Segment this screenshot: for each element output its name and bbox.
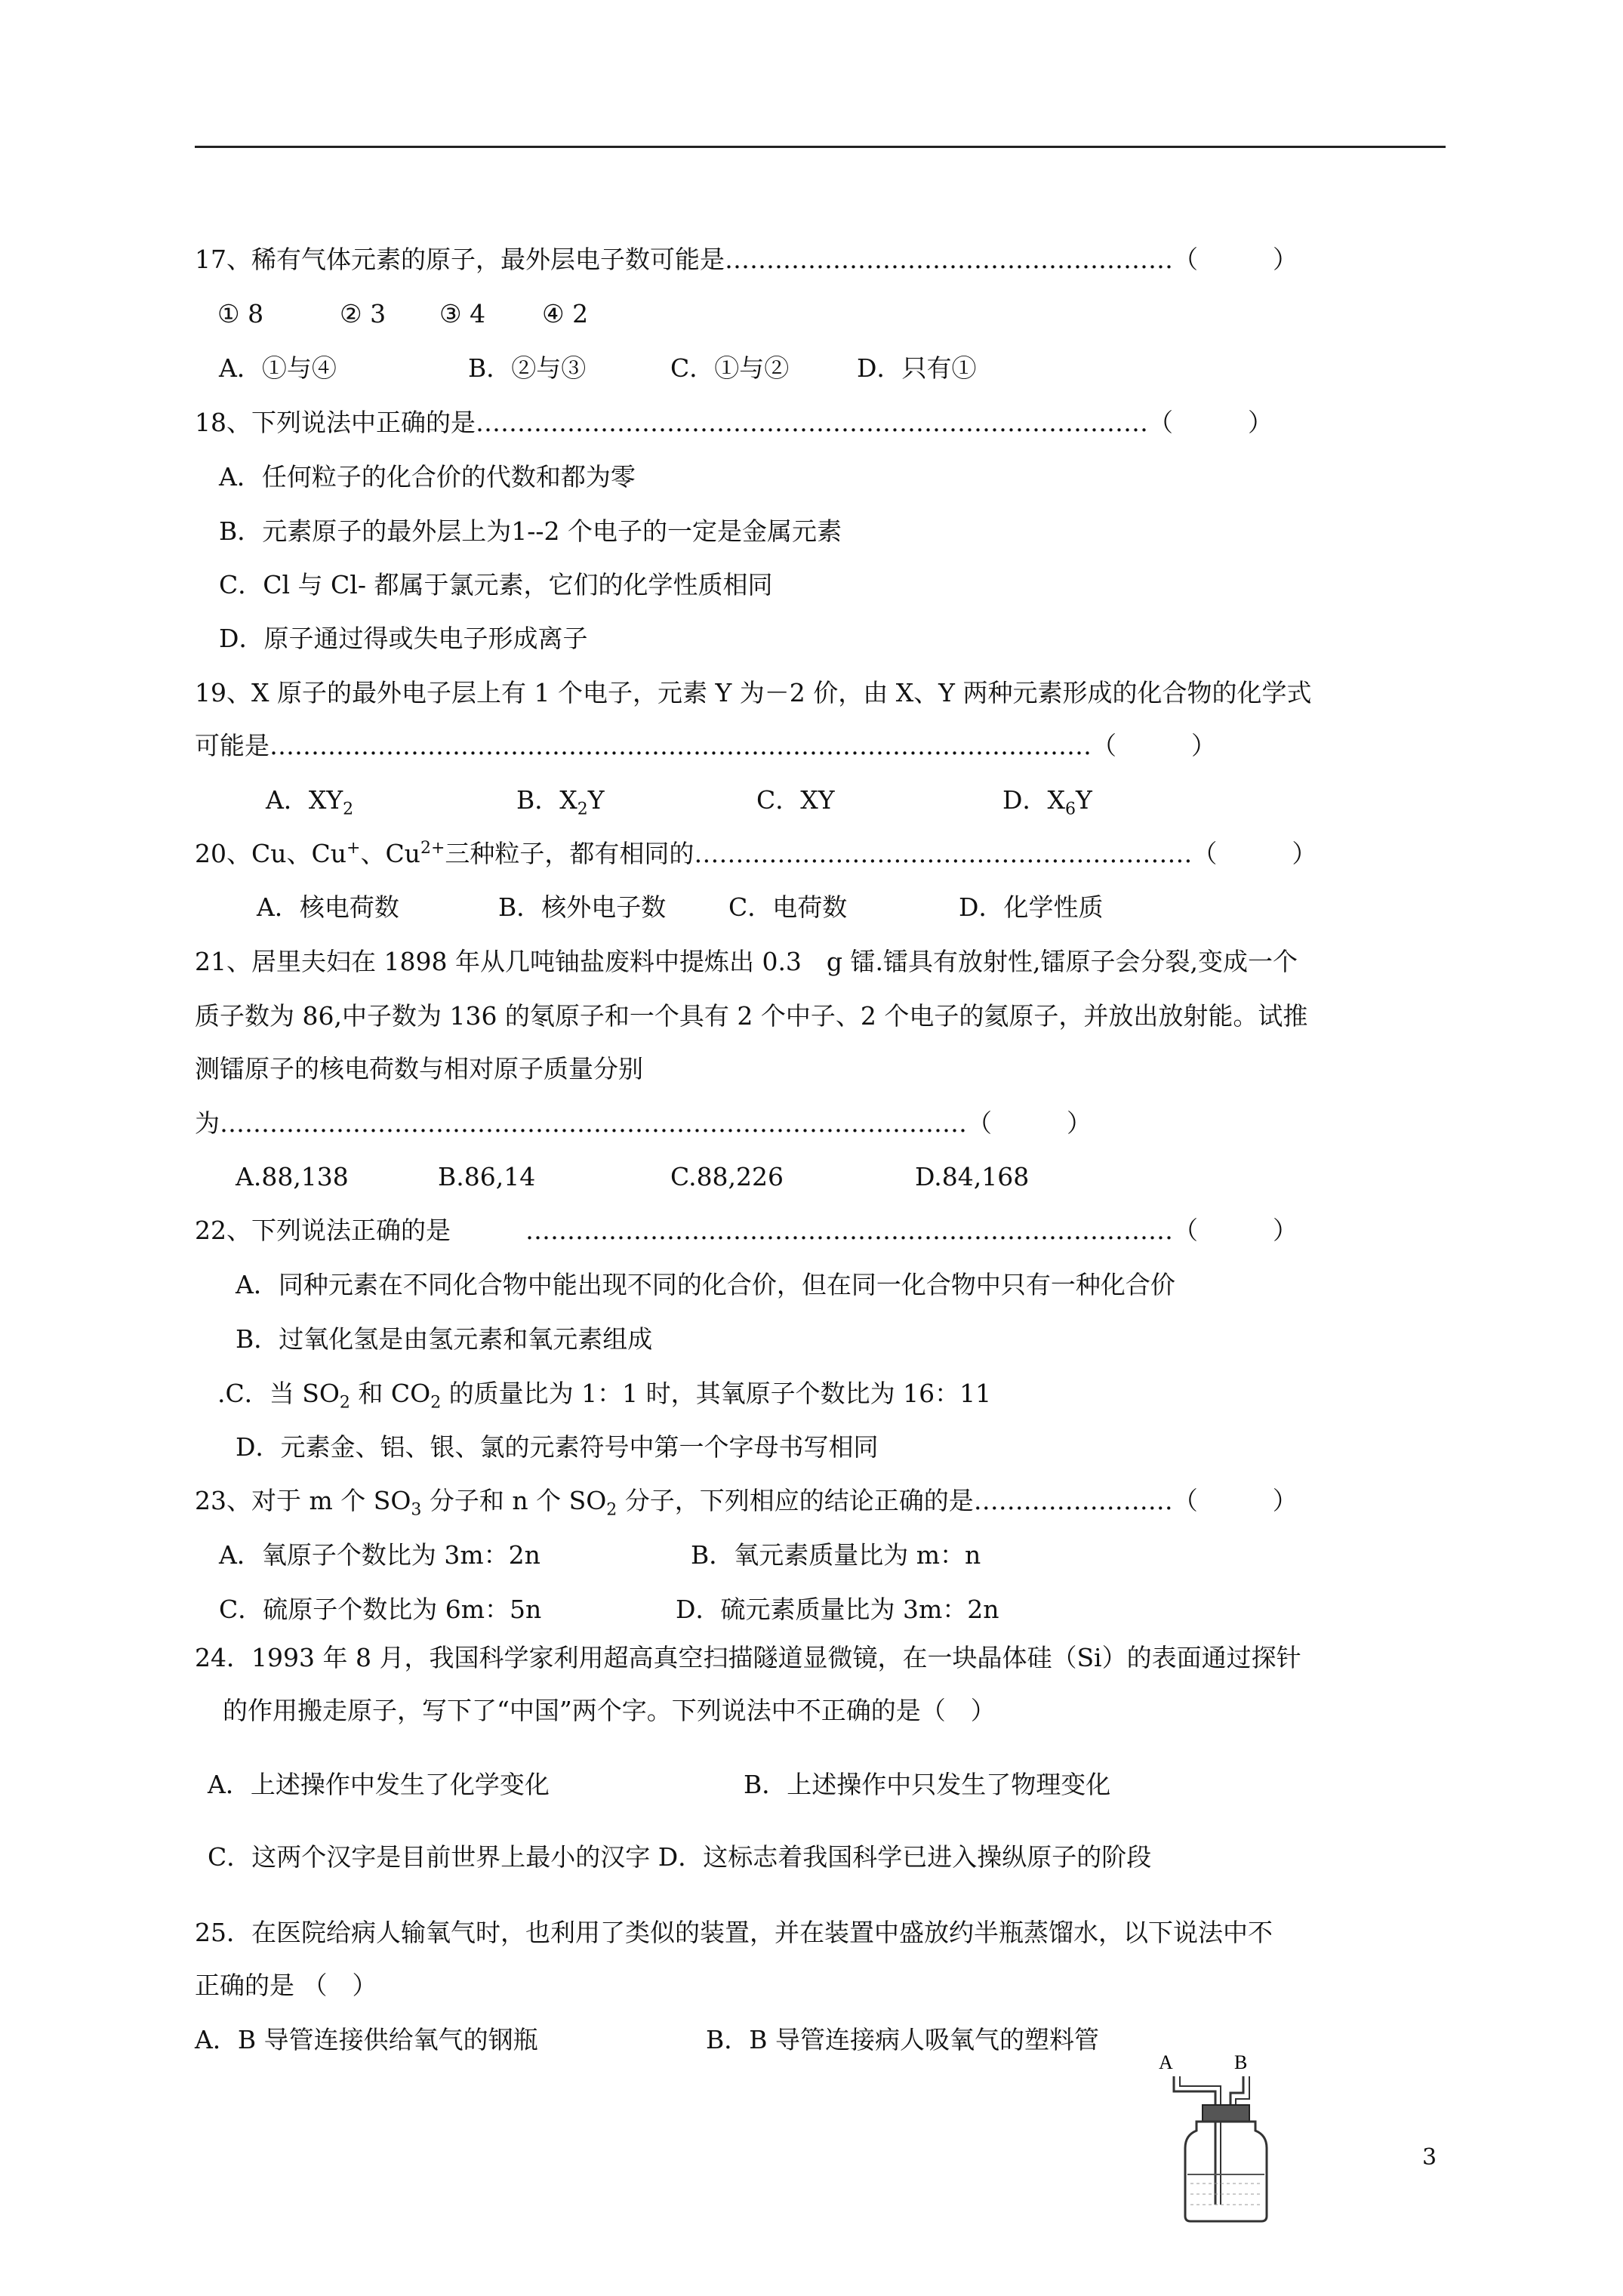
q23-option-d: D．硫元素质量比为 3m：2n: [676, 1595, 999, 1624]
q17-item-4: ④ 2: [542, 299, 589, 328]
q20-option-a: A．核电荷数: [257, 892, 399, 922]
q23-option-b: B．氧元素质量比为 m：n: [691, 1540, 981, 1570]
q17-option-b: B．②与③: [468, 353, 587, 383]
q24-options-row2: C．这两个汉字是目前世界上最小的汉字 D．这标志着我国科学已进入操纵原子的阶段: [208, 1842, 1152, 1872]
q19-option-b: B．$X_2Y$: [516, 785, 605, 819]
q22-option-b: B．过氧化氢是由氢元素和氧元素组成: [236, 1324, 653, 1354]
q22-option-a: A．同种元素在不同化合物中能出现不同的化合价，但在同一化合物中只有一种化合价: [236, 1270, 1175, 1299]
page-number: 3: [1422, 2144, 1437, 2171]
q21-stem-line4: 为………………………………………………………………………………（ ）: [195, 1108, 1092, 1138]
q20-option-d: D．化学性质: [959, 892, 1104, 922]
q24-option-a: A．上述操作中发生了化学变化: [208, 1770, 550, 1799]
q25-option-b: B．B 导管连接病人吸氧气的塑料管: [706, 2025, 1099, 2054]
q21-option-b: B.86,14: [438, 1162, 536, 1191]
q18-option-d: D．原子通过得或失电子形成离子: [219, 624, 588, 653]
q19-option-a: A．$XY_2$: [266, 785, 354, 819]
q17-item-3: ③ 4: [439, 299, 486, 328]
q19-option-d: D．$X_6Y$: [1002, 785, 1092, 819]
q17-option-a: A．①与④: [219, 353, 337, 383]
stopper: [1203, 2105, 1249, 2122]
q18-option-a: A．任何粒子的化合价的代数和都为零: [219, 462, 636, 492]
q20-option-c: C．电荷数: [728, 892, 848, 922]
q19-stem-line2: 可能是………………………………………………………………………………………（ ）: [195, 731, 1216, 760]
q18-option-c: C．Cl 与 Cl- 都属于氯元素，它们的化学性质相同: [219, 570, 773, 599]
q21-option-d: D.84,168: [915, 1162, 1030, 1191]
q25-stem-line2: 正确的是 （ ）: [195, 1971, 377, 2000]
q17-option-d: D．只有①: [857, 353, 977, 383]
q23-stem: 23、对于 m 个 $SO_3$ 分子和 n 个 $SO_2$ 分子，下列相应的结论正确的是……………………（ ）: [195, 1486, 1298, 1520]
header-rule: [195, 146, 1446, 148]
q21-option-c: C.88,226: [670, 1162, 784, 1191]
q21-stem-line3: 测镭原子的核电荷数与相对原子质量分别: [195, 1054, 643, 1083]
q17-item-2: ② 3: [340, 299, 387, 328]
q21-stem-line1: 21、居里夫妇在 1898 年从几吨铀盐废料中提炼出 0.3 g 镭.镭具有放射性,镭原子会分裂,变成一个: [195, 947, 1298, 976]
gas-bottle-diagram: [1144, 2046, 1295, 2227]
q17-item-1: ① 8: [217, 299, 264, 328]
tube-a: [1174, 2076, 1215, 2205]
q25-stem-line1: 25．在医院给病人输氧气时，也利用了类似的装置，并在装置中盛放约半瓶蒸馏水，以下说法中不: [195, 1918, 1273, 1947]
q25-option-a: A．B 导管连接供给氧气的钢瓶: [195, 2025, 538, 2054]
q18-option-b: B．元素原子的最外层上为1--2 个电子的一定是金属元素: [219, 516, 842, 546]
q23-option-a: A．氧原子个数比为 3m：2n: [219, 1540, 540, 1570]
q24-stem-line1: 24．1993 年 8 月，我国科学家利用超高真空扫描隧道显微镜，在一块晶体硅（Si）的表面通过探针: [195, 1643, 1301, 1672]
gas-washing-bottle-figure: [1144, 2046, 1295, 2230]
q24-stem-line2: 的作用搬走原子，写下了“中国”两个字。下列说法中不正确的是（ ）: [223, 1696, 996, 1725]
q17-option-c: C．①与②: [670, 353, 790, 383]
q20-option-b: B．核外电子数: [498, 892, 667, 922]
q19-option-c: C．XY: [756, 785, 835, 815]
q21-stem-line2: 质子数为 86,中子数为 136 的氡原子和一个具有 2 个中子、2 个电子的氦原子，并放出放射能。试推: [195, 1001, 1308, 1031]
q19-stem-line1: 19、X 原子的最外电子层上有 1 个电子，元素 Y 为－2 价，由 X、Y 两种元素形成的化合物的化学式: [195, 678, 1312, 707]
bottle: [1185, 2122, 1267, 2221]
q23-option-c: C．硫原子个数比为 6m：5n: [219, 1595, 542, 1624]
q20-stem: 20、Cu、Cu+、$Cu^{2+}$三种粒子，都有相同的……………………………………………………（ ）: [195, 839, 1317, 868]
figure-label-b: B: [1234, 2051, 1248, 2073]
q21-option-a: A.88,138: [236, 1162, 349, 1191]
figure-label-a: A: [1159, 2051, 1173, 2073]
q22-option-c: .C．当 $SO_2$ 和 $CO_2$ 的质量比为 1：1 时，其氧原子个数比为 16：11: [217, 1379, 992, 1413]
q22-option-d: D．元素金、铝、银、氯的元素符号中第一个字母书写相同: [236, 1432, 879, 1462]
q24-option-b: B．上述操作中只发生了物理变化: [744, 1770, 1111, 1799]
q22-stem: 22、下列说法正确的是 ……………………………………………………………………（ ）: [195, 1216, 1298, 1245]
q17-stem: 17、稀有气体元素的原子，最外层电子数可能是………………………………………………（ ）: [195, 245, 1298, 274]
q18-stem: 18、下列说法中正确的是………………………………………………………………………（ ）: [195, 408, 1273, 437]
